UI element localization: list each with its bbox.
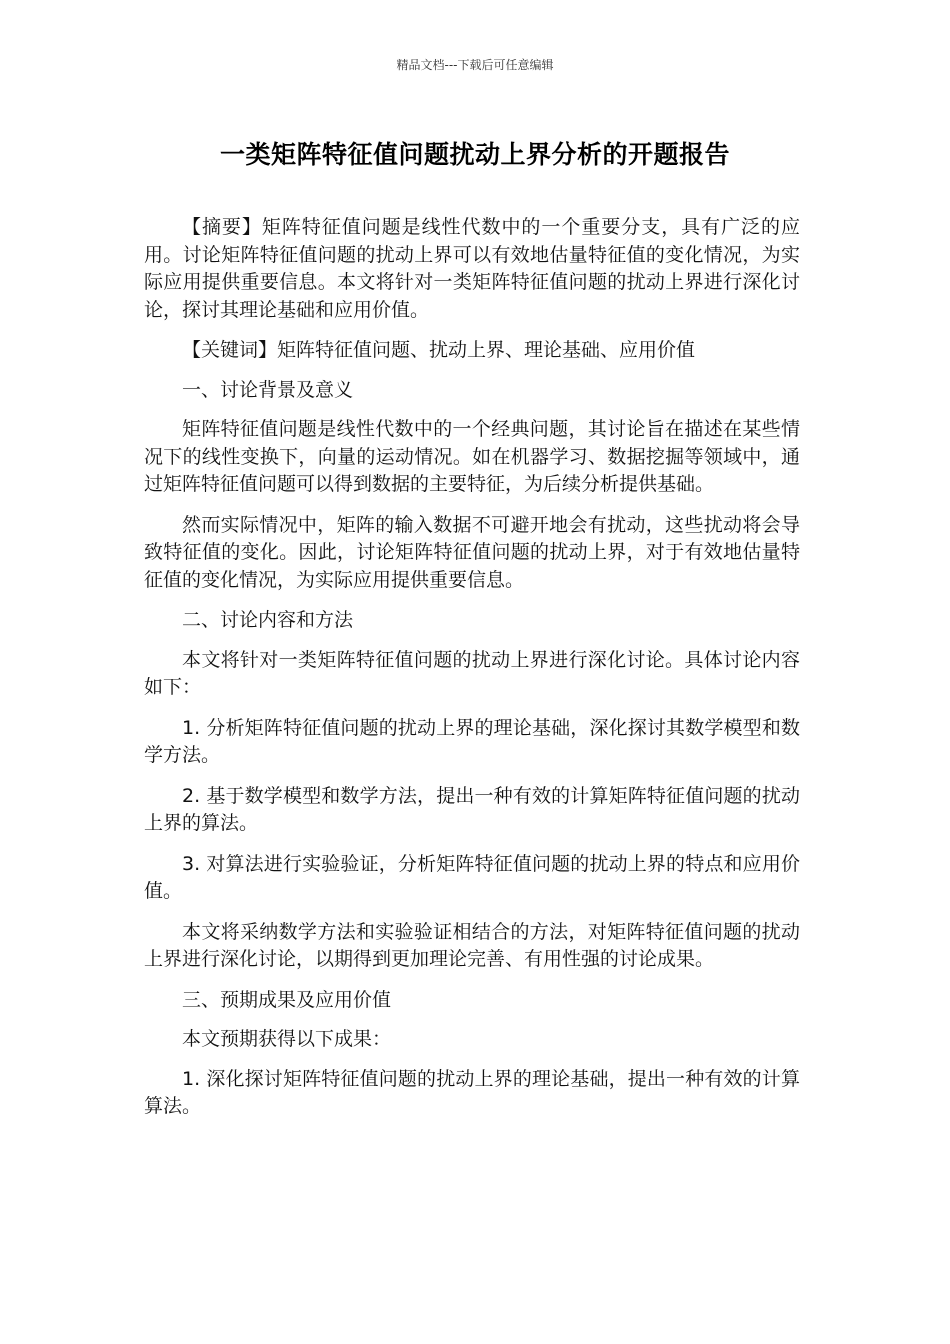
- list-item: 2. 基于数学模型和数学方法，提出一种有效的计算矩阵特征值问题的扰动上界的算法。: [144, 784, 800, 834]
- body-paragraph: 本文将采纳数学方法和实验验证相结合的方法，对矩阵特征值问题的扰动上界进行深化讨论，以期得到更加理论完善、有用性强的讨论成果。: [144, 920, 800, 970]
- abstract-paragraph: 【摘要】矩阵特征值问题是线性代数中的一个重要分支，具有广泛的应用。讨论矩阵特征值问题的扰动上界可以有效地估量特征值的变化情况，为实际应用提供重要信息。本文将针对一类矩阵特征值问题的扰动上界进行深化讨论，探讨其理论基础和应用价值。: [144, 216, 800, 321]
- document-title: 一类矩阵特征值问题扰动上界分析的开题报告: [219, 140, 730, 169]
- body-paragraph: 本文将针对一类矩阵特征值问题的扰动上界进行深化讨论。具体讨论内容如下：: [144, 648, 800, 698]
- section-heading-background: 一、讨论背景及意义: [182, 378, 354, 401]
- list-item: 1. 分析矩阵特征值问题的扰动上界的理论基础，深化探讨其数学模型和数学方法。: [144, 716, 800, 766]
- section-heading-content-method: 二、讨论内容和方法: [182, 609, 354, 631]
- body-paragraph: 然而实际情况中，矩阵的输入数据不可避开地会有扰动，这些扰动将会导致特征值的变化。因此，讨论矩阵特征值问题的扰动上界，对于有效地估量特征值的变化情况，为实际应用提供重要信息。: [144, 513, 800, 591]
- keywords-paragraph: 【关键词】矩阵特征值问题、扰动上界、理论基础、应用价值: [182, 339, 696, 361]
- document-body: [144, 214, 800, 1134]
- header-note: 精品文档---下载后可任意编辑: [396, 58, 554, 72]
- body-paragraph: 本文预期获得以下成果：: [182, 1028, 392, 1050]
- body-paragraph: 矩阵特征值问题是线性代数中的一个经典问题，其讨论旨在描述在某些情况下的线性变换下，向量的运动情况。如在机器学习、数据挖掘等领域中，通过矩阵特征值问题可以得到数据的主要特征，为后续分析提供基础。: [144, 418, 800, 495]
- list-item: 3. 对算法进行实验验证，分析矩阵特征值问题的扰动上界的特点和应用价值。: [144, 852, 800, 902]
- section-heading-outcomes: 三、预期成果及应用价值: [182, 988, 392, 1011]
- list-item: 1. 深化探讨矩阵特征值问题的扰动上界的理论基础，提出一种有效的计算算法。: [144, 1067, 800, 1117]
